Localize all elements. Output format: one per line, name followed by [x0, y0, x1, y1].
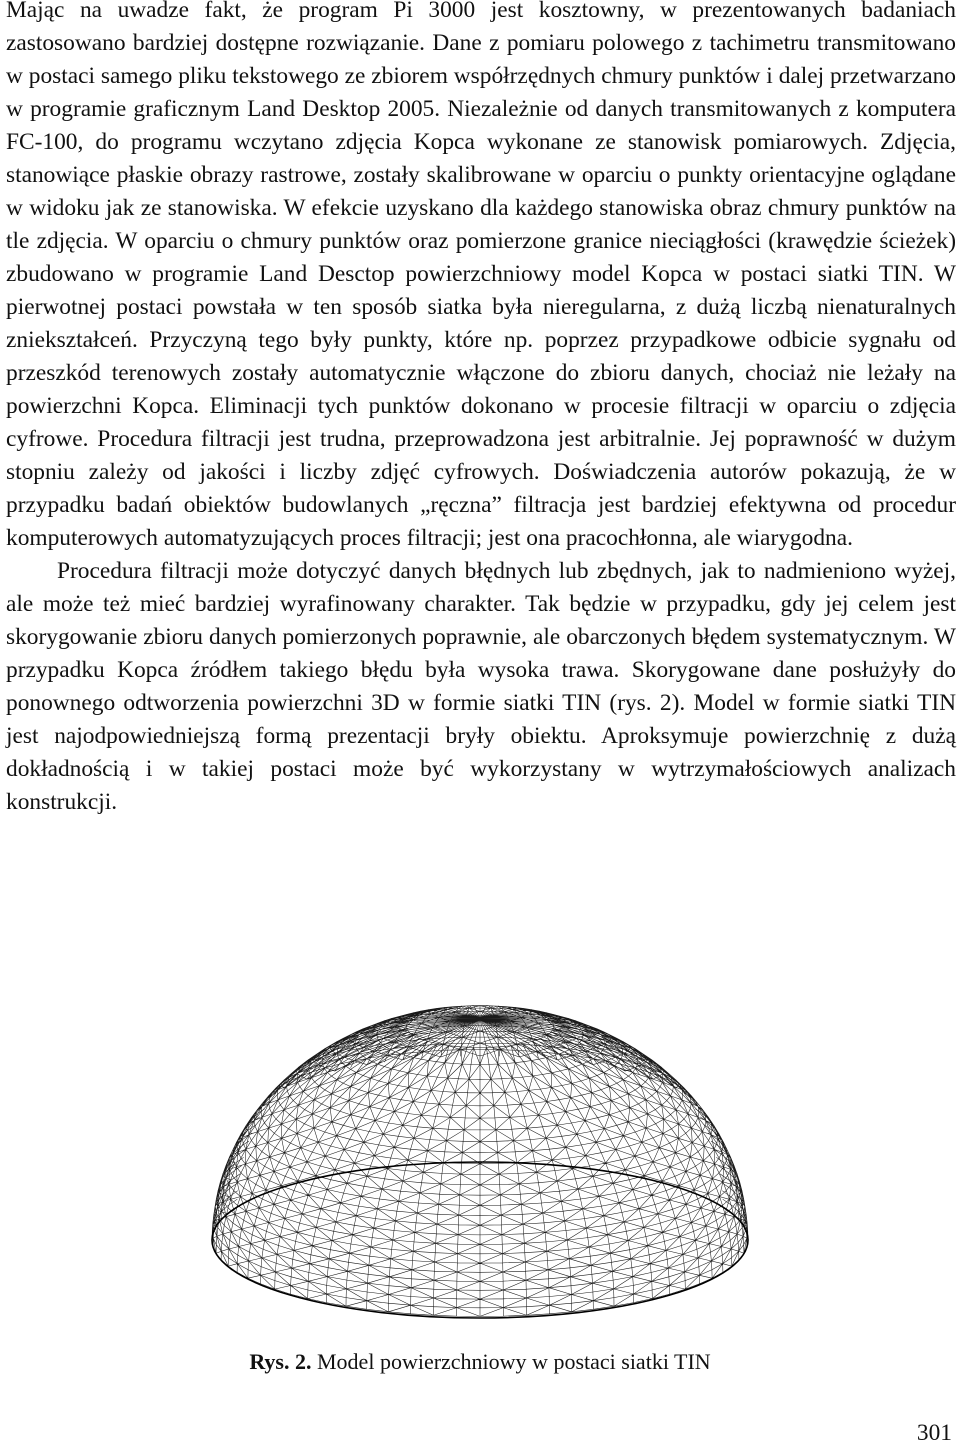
paragraph-1: Mając na uwadze fakt, że program Pi 3000 jest kosztowny, w prezentowanych badaniach zastosowano bardziej dostępne rozwiązanie. Dane z pomiaru polowego z tachimetru transmitowano w postaci samego pliku tekstowego ze zbiorem współrzędnych chmury punktów i dalej przetwarzano w programie graficznym Land Desktop 2005. Niezależnie od danych transmitowanych z komputera FC-100, do programu wczytano zdjęcia Kopca wykonane ze stanowisk pomiarowych. Zdjęcia, stanowiące płaskie obrazy rastrowe, zostały skalibrowane w oparciu o punkty orientacyjne oglądane w widoku jak ze stanowiska. W efekcie uzyskano dla każdego stanowiska obraz chmury punktów na tle zdjęcia. W oparciu o chmury punktów oraz pomierzone granice nieciągłości (krawędzie ścieżek) zbudowano w programie Land Desctop powierzchniowy model Kopca w postaci siatki TIN. W pierwotnej postaci powstała w ten sposób siatka była nieregularna, z dużą liczbą nienaturalnych zniekształceń. Przyczyną tego były punkty, które np. poprzez przypadkowe odbicie sygnału od przeszkód terenowych zostały automatycznie włączone do zbioru danych, chociaż nie leżały na powierzchni Kopca. Eliminacji tych punktów dokonano w procesie filtracji w oparciu o zdjęcia cyfrowe. Procedura filtracji jest trudna, przeprowadzona jest arbitralnie. Jej poprawność w dużym stopniu zależy od jakości i liczby zdjęć cyfrowych. Doświadczenia autorów pokazują, że w przypadku badań obiektów budowlanych „ręczna” filtracja jest bardziej efektywna od procedur komputerowych automatyzujących proces filtracji; jest ona pracochłonna, ale wiarygodna.: [6, 0, 956, 551]
tin-mesh-image: [205, 978, 755, 1323]
tin-mesh-figure: [205, 978, 755, 1323]
body-text: [6, 0, 956, 819]
caption-text: Model powierzchniowy w postaci siatki TIN: [311, 1349, 711, 1374]
caption-label: Rys. 2.: [249, 1349, 312, 1374]
page-number: 301: [916, 1420, 952, 1446]
paragraph-2: Procedura filtracji może dotyczyć danych błędnych lub zbędnych, jak to nadmieniono wyżej, ale może też mieć bardziej wyrafinowany charakter. Tak będzie w przypadku, gdy jej celem jest skorygowanie zbioru danych pomierzonych poprawnie, ale obarczonych błędem systematycznym. W przypadku Kopca źródłem takiego błędu była wysoka trawa. Skorygowane dane posłużyły do ponownego odtworzenia powierzchni 3D w formie siatki TIN (rys. 2). Model w formie siatki TIN jest najodpowiedniejszą formą prezentacji bryły obiektu. Aproksymuje powierzchnię z dużą dokładnością i w takiej postaci może być wykorzystany w wytrzymałościowych analizach konstrukcji.: [6, 558, 956, 815]
figure-caption: [0, 1347, 960, 1377]
tin-mesh-lines: [212, 1006, 748, 1317]
